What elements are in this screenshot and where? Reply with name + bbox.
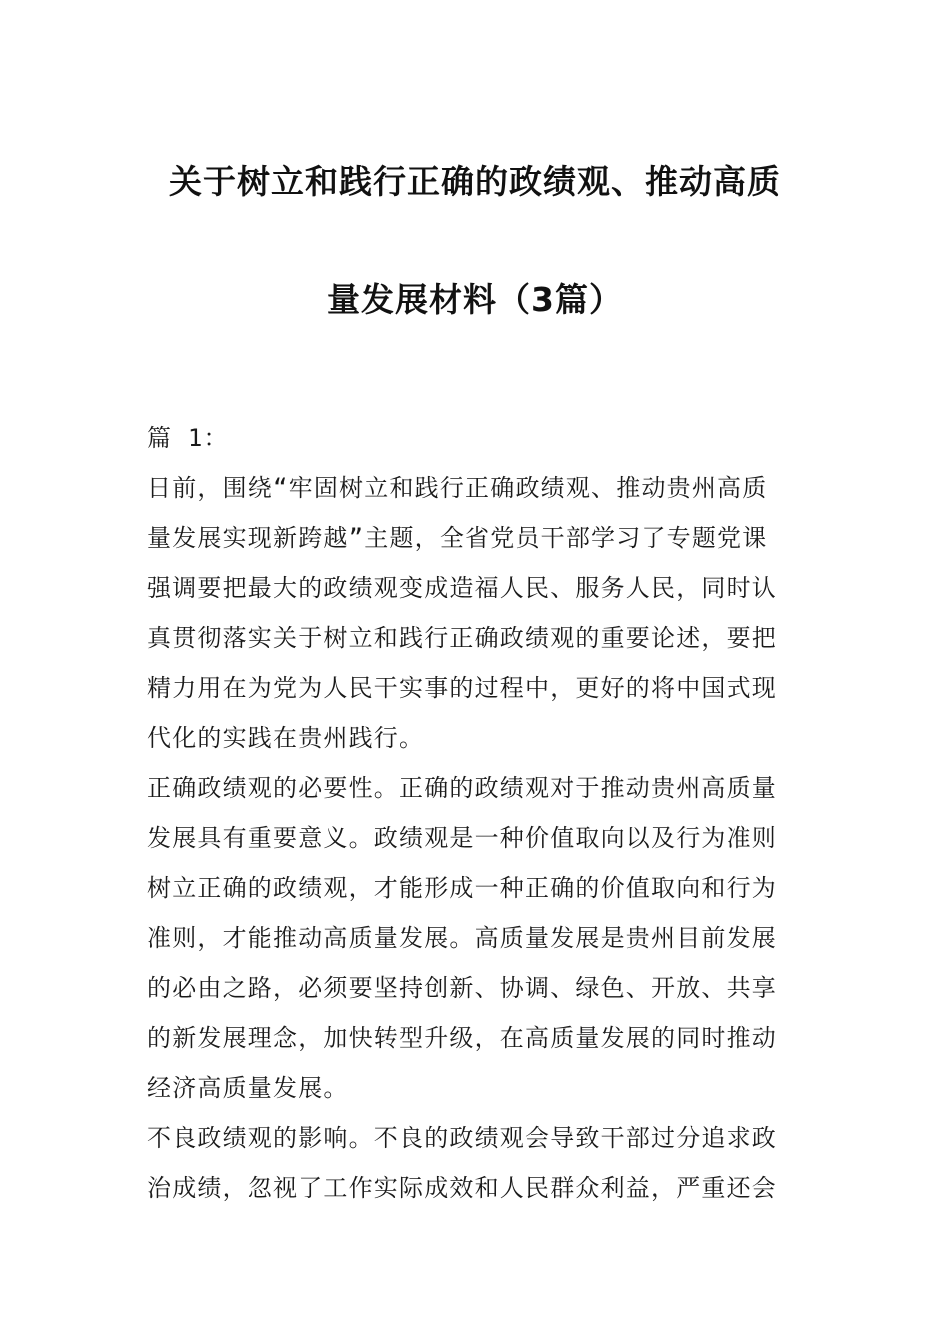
document-title-line-2: 量发展材料（3篇） bbox=[327, 280, 623, 319]
section-label: 篇 1： bbox=[147, 424, 229, 452]
body-line: 代化的实践在贵州践行。 bbox=[147, 724, 425, 752]
body-line: 强调要把最大的政绩观变成造福人民、服务人民，同时认 bbox=[147, 574, 777, 602]
body-line: 发展具有重要意义。政绩观是一种价值取向以及行为准则 bbox=[147, 824, 777, 852]
body-line: 真贯彻落实关于树立和践行正确政绩观的重要论述，要把 bbox=[147, 624, 777, 652]
body-line: 不良政绩观的影响。不良的政绩观会导致干部过分追求政 bbox=[147, 1124, 777, 1152]
body-line: 日前，围绕“牢固树立和践行正确政绩观、推动贵州高质 bbox=[147, 474, 768, 502]
body-line: 树立正确的政绩观，才能形成一种正确的价值取向和行为 bbox=[147, 874, 777, 902]
body-line: 的新发展理念，加快转型升级，在高质量发展的同时推动 bbox=[147, 1024, 777, 1052]
body-line: 量发展实现新跨越”主题，全省党员干部学习了专题党课 bbox=[147, 524, 768, 552]
document-body bbox=[147, 413, 807, 1213]
body-line: 正确政绩观的必要性。正确的政绩观对于推动贵州高质量 bbox=[147, 774, 777, 802]
body-line: 的必由之路，必须要坚持创新、协调、绿色、开放、共享 bbox=[147, 974, 777, 1002]
body-line: 精力用在为党为人民干实事的过程中，更好的将中国式现 bbox=[147, 674, 777, 702]
body-line: 治成绩，忽视了工作实际成效和人民群众利益，严重还会 bbox=[147, 1174, 777, 1202]
body-line: 经济高质量发展。 bbox=[147, 1074, 349, 1102]
body-line: 准则，才能推动高质量发展。高质量发展是贵州目前发展 bbox=[147, 924, 777, 952]
document-title-line-1: 关于树立和践行正确的政绩观、推动高质 bbox=[169, 162, 781, 201]
